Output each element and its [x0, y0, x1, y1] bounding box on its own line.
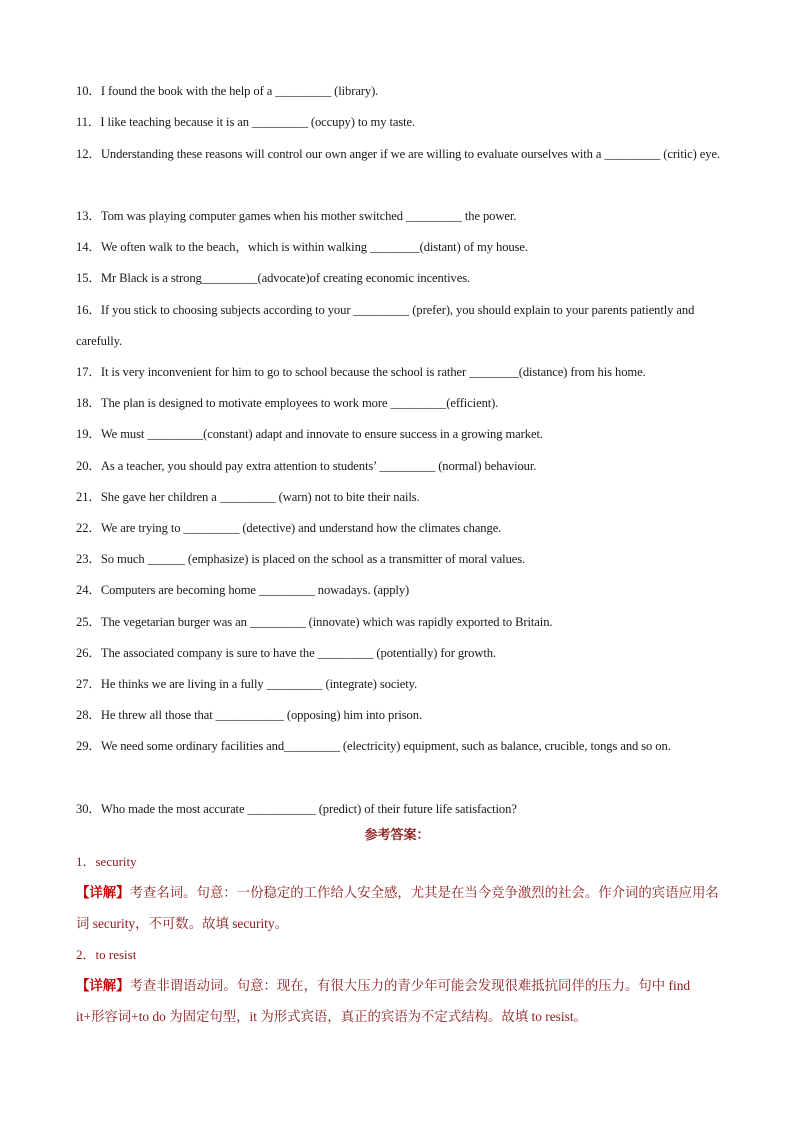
question-14: 14．We often walk to the beach，which is within walking ________(distant) of my house.	[76, 240, 528, 254]
question-10: 10．I found the book with the help of a _________ (library).	[76, 84, 379, 98]
question-19: 19．We must _________(constant) adapt and innovate to ensure success in a growing market.	[76, 427, 543, 441]
answer-detail-2	[76, 970, 720, 1032]
question-22: 22．We are trying to _________ (detective) and understand how the climates change.	[76, 521, 502, 535]
question-20: 20．As a teacher, you should pay extra attention to students’ _________ (normal) behaviour.	[76, 459, 537, 473]
question-25: 25．The vegetarian burger was an _________ (innovate) which was rapidly exported to Britain.	[76, 615, 553, 629]
question-23: 23．So much ______ (emphasize) is placed on the school as a transmitter of moral values.	[76, 552, 526, 566]
detail-tag: 【详解】	[76, 885, 130, 900]
answer-detail-1	[76, 877, 720, 939]
answer-label-1: 1．security	[76, 854, 137, 869]
question-24: 24．Computers are becoming home _________ nowadays. (apply)	[76, 583, 410, 597]
question-21: 21．She gave her children a _________ (warn) not to bite their nails.	[76, 490, 420, 504]
question-13: 13．Tom was playing computer games when his mother switched _________ the power.	[76, 209, 517, 223]
question-29: 29．We need some ordinary facilities and_________ (electricity) equipment, such as balance, crucible, tongs and so on.	[76, 739, 671, 753]
question-16: 16．If you stick to choosing subjects according to your _________ (prefer), you should explain to your parents patiently and carefully.	[76, 303, 695, 349]
question-18: 18．The plan is designed to motivate employees to work more _________(efficient).	[76, 396, 499, 410]
detail-tag: 【详解】	[76, 978, 130, 993]
detail-text: 考查名词。句意：一份稳定的工作给人安全感，尤其是在当今竞争激烈的社会。作介词的宾语应用名词 security，不可数。故填 security。	[76, 885, 719, 932]
question-28: 28．He threw all those that ___________ (opposing) him into prison.	[76, 708, 422, 722]
question-15: 15．Mr Black is a strong_________(advocate)of creating economic incentives.	[76, 271, 471, 285]
question-30: 30．Who made the most accurate ___________ (predict) of their future life satisfaction?	[76, 802, 517, 816]
question-27: 27．He thinks we are living in a fully _________ (integrate) society.	[76, 677, 418, 691]
question-12: 12．Understanding these reasons will control our own anger if we are willing to evaluate ourselves with a _________ (critic) eye.	[76, 147, 720, 161]
detail-text: 考查非谓语动词。句意：现在，有很大压力的青少年可能会发现很难抵抗同伴的压力。句中 find it+形容词+to do 为固定句型，it 为形式宾语，真正的宾语为不定式结构。故填 to resist。	[76, 978, 691, 1025]
answer-label-2: 2．to resist	[76, 947, 137, 962]
answers-heading: 参考答案：	[364, 827, 430, 842]
question-17: 17．It is very inconvenient for him to go to school because the school is rather ________(distance) from his home.	[76, 365, 646, 379]
question-11: 11．I like teaching because it is an _________ (occupy) to my taste.	[76, 115, 416, 129]
question-26: 26．The associated company is sure to have the _________ (potentially) for growth.	[76, 646, 496, 660]
